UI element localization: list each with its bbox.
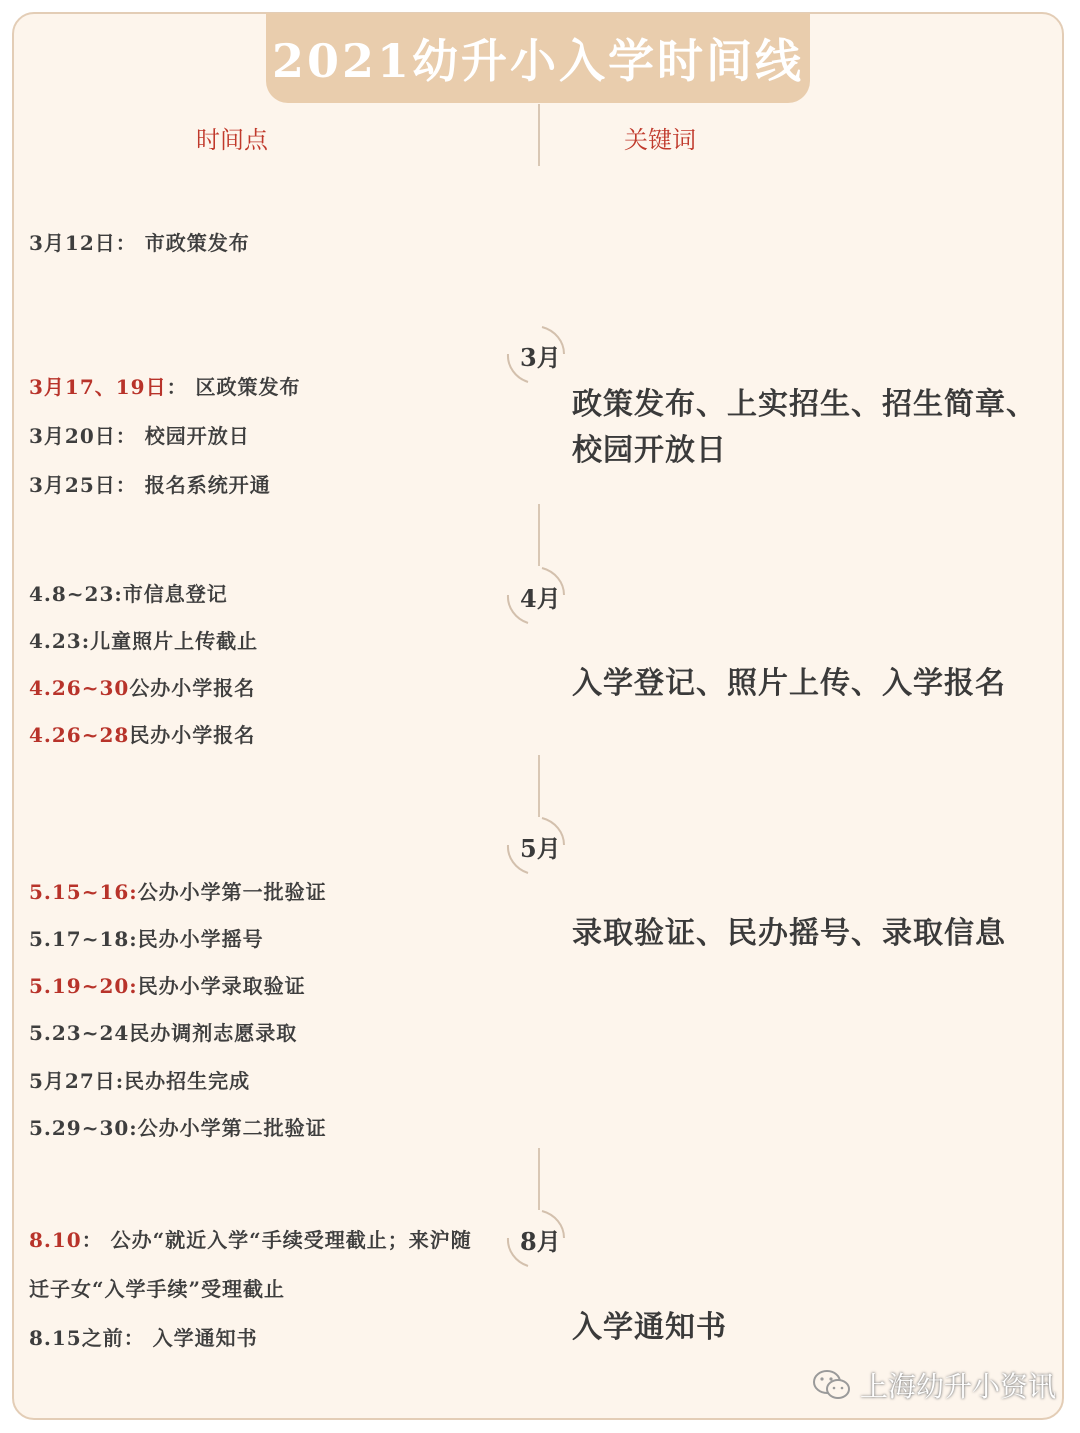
month-label: 4月 [520, 584, 561, 613]
page-title: 2021幼升小入学时间线 [266, 13, 810, 103]
header-time-point: 时间点 [196, 126, 268, 154]
keywords-april: 入学登记、照片上传、入学报名 [572, 666, 1006, 701]
timeline-entry: 迁子女“入学手续”受理截止 [29, 1277, 286, 1301]
timeline-entry: 3月12日： 市政策发布 [29, 231, 250, 255]
header-keywords: 关键词 [624, 126, 696, 154]
watermark [812, 1365, 1056, 1405]
timeline-entry: 8.15之前： 入学通知书 [29, 1326, 258, 1350]
month-marker [502, 815, 574, 877]
month-label: 8月 [520, 1227, 561, 1256]
month-marker [502, 1208, 574, 1270]
timeline-entry: 3月20日： 校园开放日 [29, 424, 250, 448]
keywords-may: 录取验证、民办摇号、录取信息 [572, 916, 1006, 951]
wechat-icon [812, 1368, 852, 1402]
timeline-line [538, 755, 540, 817]
timeline-line [538, 104, 540, 166]
timeline-entry: 5.19~20:民办小学录取验证 [29, 974, 306, 998]
timeline-entry: 5.23~24民办调剂志愿录取 [29, 1021, 298, 1045]
timeline-entry: 3月17、19日： 区政策发布 [29, 375, 301, 399]
timeline-line [538, 1148, 540, 1210]
keywords-august: 入学通知书 [572, 1310, 727, 1345]
month-label: 3月 [520, 343, 561, 372]
timeline-entry: 5.17~18:民办小学摇号 [29, 927, 264, 951]
timeline-entry: 8.10： 公办“就近入学“手续受理截止；来沪随 [29, 1228, 472, 1252]
timeline-entry: 4.26~28民办小学报名 [29, 723, 256, 747]
month-label: 5月 [520, 834, 561, 863]
timeline-entry: 4.26~30公办小学报名 [29, 676, 256, 700]
month-marker [502, 324, 574, 386]
timeline-entry: 4.8~23:市信息登记 [29, 582, 228, 606]
timeline-entry: 5.29~30:公办小学第二批验证 [29, 1116, 327, 1140]
timeline-entry: 5.15~16:公办小学第一批验证 [29, 880, 327, 904]
timeline-entry: 3月25日： 报名系统开通 [29, 473, 271, 497]
watermark-text: 上海幼升小资讯 [860, 1370, 1057, 1403]
keywords-march: 政策发布、上实招生、招生简章、 校园开放日 [572, 387, 1037, 468]
month-marker [502, 565, 574, 627]
timeline-line [538, 504, 540, 566]
timeline-entry: 4.23:儿童照片上传截止 [29, 629, 259, 653]
timeline-entry: 5月27日:民办招生完成 [29, 1069, 251, 1093]
